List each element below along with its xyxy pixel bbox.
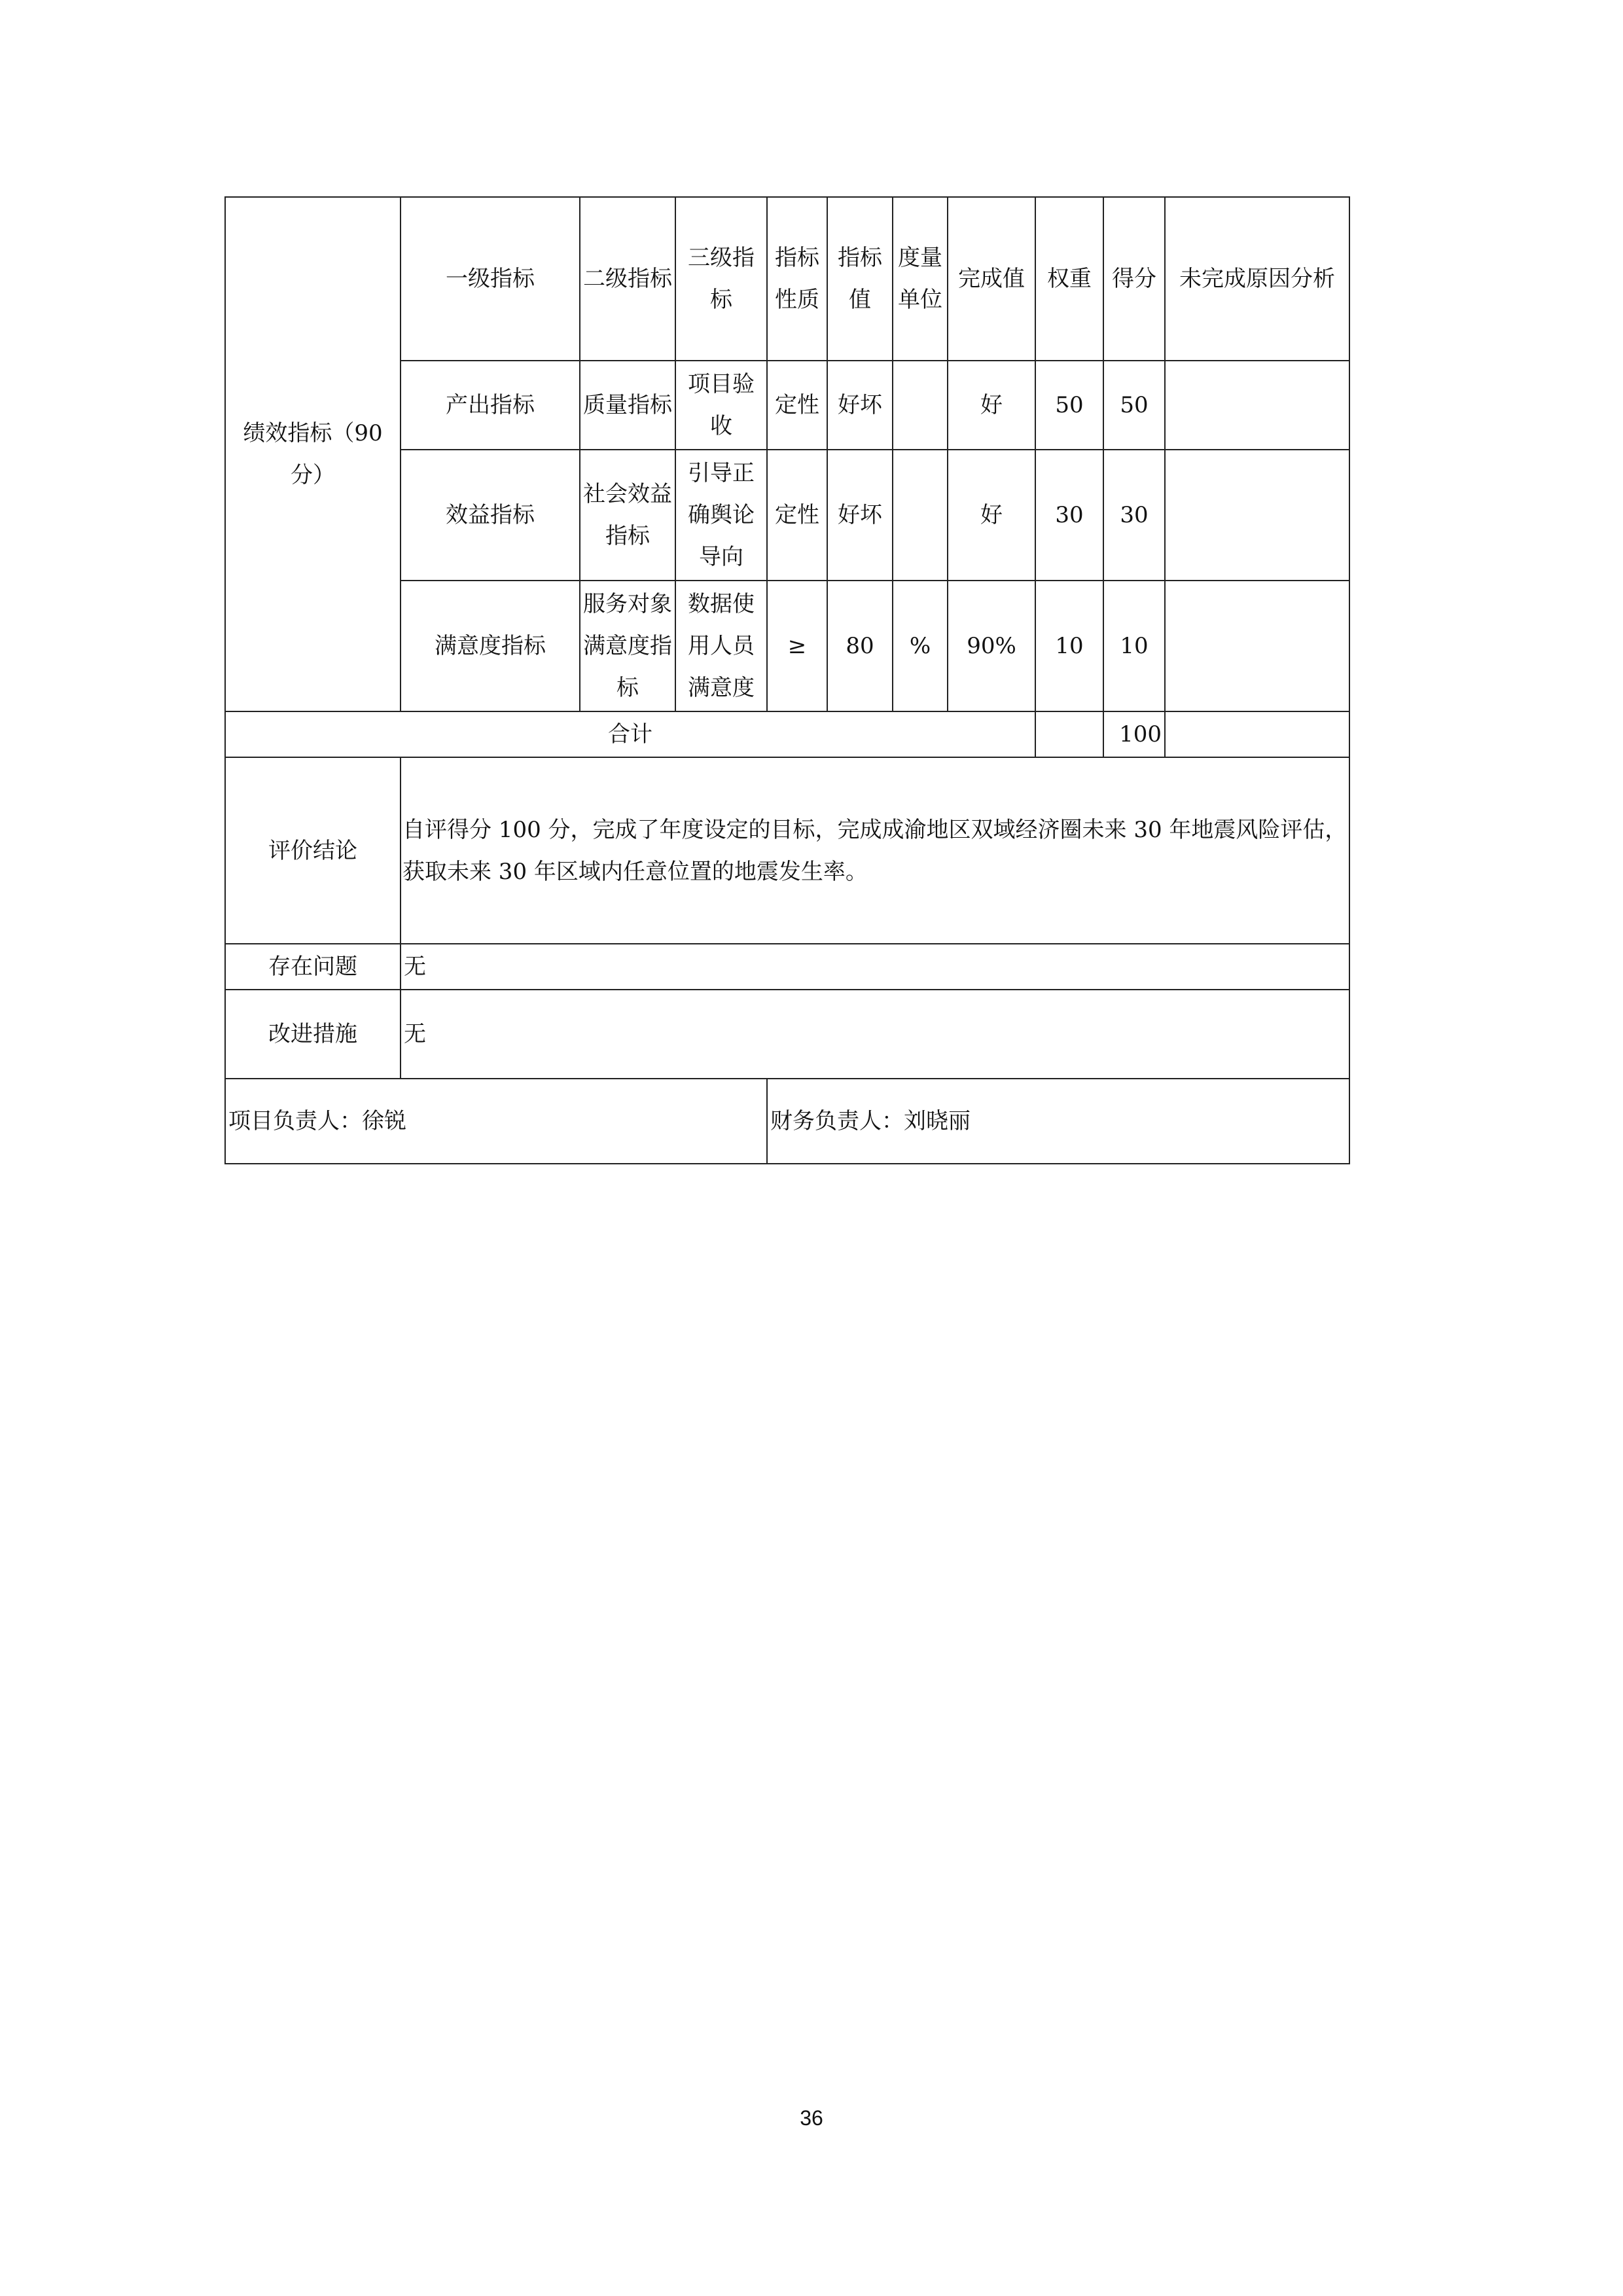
signature-row: [225, 1079, 1349, 1164]
row-nature: 定性: [767, 450, 827, 581]
header-level2: 二级指标: [580, 197, 675, 361]
row-completed: 好: [948, 361, 1035, 450]
row-unit: %: [893, 581, 948, 711]
header-value: 指标值: [827, 197, 893, 361]
improvements-text: 无: [401, 990, 1349, 1079]
row-completed: 90%: [948, 581, 1035, 711]
row-score: 30: [1103, 450, 1165, 581]
row-reason: [1165, 450, 1349, 581]
project-lead: 项目负责人：徐锐: [225, 1079, 767, 1164]
row-completed: 好: [948, 450, 1035, 581]
row-value: 好坏: [827, 361, 893, 450]
issues-label: 存在问题: [225, 944, 401, 990]
row-level2: 服务对象满意度指标: [580, 581, 675, 711]
conclusion-row: [225, 757, 1349, 944]
conclusion-text: 自评得分 100 分，完成了年度设定的目标，完成成渝地区双域经济圈未来 30 年地震风险评估，获取未来 30 年区域内任意位置的地震发生率。: [401, 757, 1349, 944]
header-level3: 三级指标: [675, 197, 767, 361]
header-weight: 权重: [1035, 197, 1103, 361]
total-label: 合计: [225, 711, 1035, 757]
row-value: 好坏: [827, 450, 893, 581]
conclusion-label: 评价结论: [225, 757, 401, 944]
row-level3: 引导正确舆论导向: [675, 450, 767, 581]
row-reason: [1165, 581, 1349, 711]
page-number: 36: [800, 2106, 823, 2130]
total-row: [225, 711, 1349, 757]
total-score: 100: [1103, 711, 1165, 757]
header-level1: 一级指标: [401, 197, 580, 361]
row-level1: 产出指标: [401, 361, 580, 450]
row-level3: 项目验收: [675, 361, 767, 450]
row-score: 10: [1103, 581, 1165, 711]
issues-text: 无: [401, 944, 1349, 990]
row-unit: [893, 450, 948, 581]
row-level1: 满意度指标: [401, 581, 580, 711]
header-unit: 度量单位: [893, 197, 948, 361]
row-level2: 社会效益指标: [580, 450, 675, 581]
improvements-row: [225, 990, 1349, 1079]
row-nature: ≥: [767, 581, 827, 711]
improvements-label: 改进措施: [225, 990, 401, 1079]
row-weight: 50: [1035, 361, 1103, 450]
header-score: 得分: [1103, 197, 1165, 361]
row-weight: 10: [1035, 581, 1103, 711]
header-nature: 指标性质: [767, 197, 827, 361]
finance-lead: 财务负责人：刘晓丽: [767, 1079, 1349, 1164]
header-reason: 未完成原因分析: [1165, 197, 1349, 361]
issues-row: [225, 944, 1349, 990]
row-value: 80: [827, 581, 893, 711]
row-reason: [1165, 361, 1349, 450]
row-level3: 数据使用人员满意度: [675, 581, 767, 711]
header-completed: 完成值: [948, 197, 1035, 361]
total-weight: [1035, 711, 1103, 757]
row-level1: 效益指标: [401, 450, 580, 581]
table-header-row: [225, 197, 1349, 361]
performance-table: [224, 196, 1350, 1164]
row-nature: 定性: [767, 361, 827, 450]
row-score: 50: [1103, 361, 1165, 450]
row-unit: [893, 361, 948, 450]
section-label: 绩效指标（90分）: [225, 197, 401, 711]
total-reason: [1165, 711, 1349, 757]
row-weight: 30: [1035, 450, 1103, 581]
row-level2: 质量指标: [580, 361, 675, 450]
